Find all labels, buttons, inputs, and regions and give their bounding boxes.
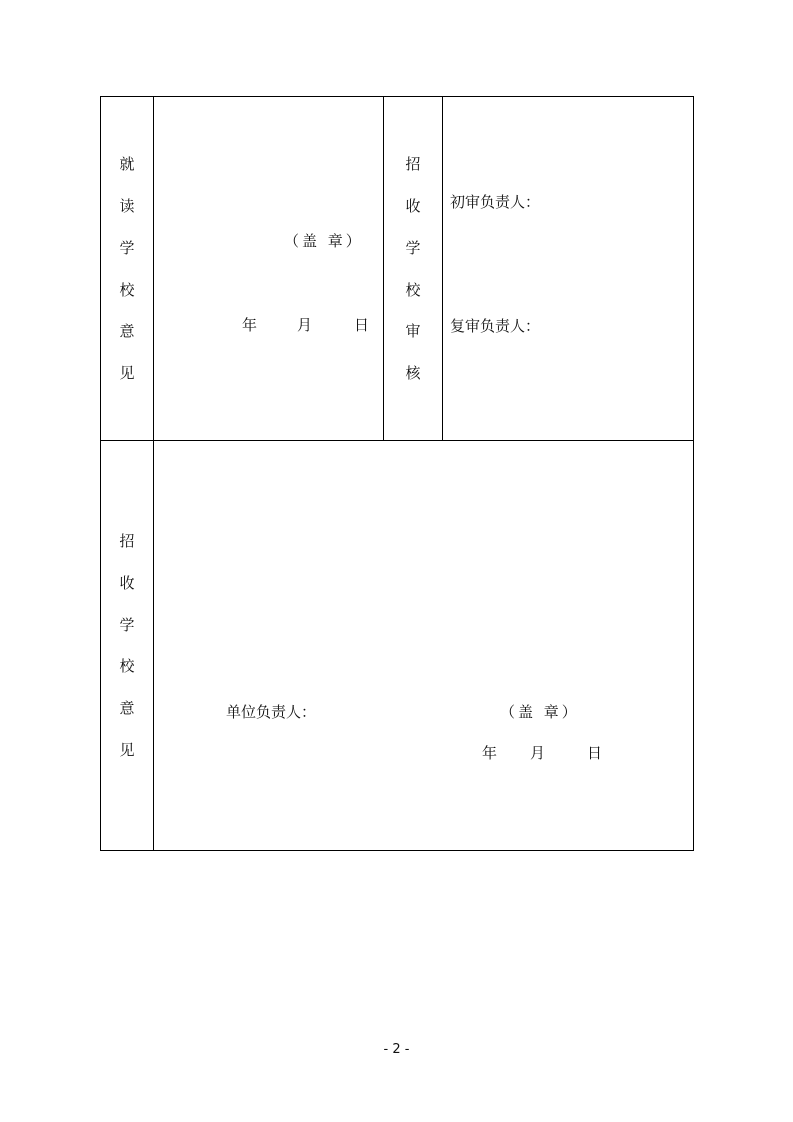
label-char: 意 [119,699,135,717]
label-char: 学 [405,239,421,257]
label-char: 招 [119,532,135,550]
label-char: 收 [405,197,421,215]
date-month: 月 [530,744,546,762]
table-bottom-border [100,850,694,851]
second-reviewer-field: 复审负责人： [450,317,541,335]
upper-middle-divider [383,96,384,441]
date-year: 年 [242,316,258,334]
date-month: 月 [297,316,313,334]
seal-placeholder: （盖 章） [284,232,364,250]
date-year: 年 [482,744,498,762]
label-char: 见 [119,364,135,382]
label-char: 读 [119,197,135,215]
label-column-divider [153,96,154,851]
label-char: 意 [119,322,135,340]
table-right-border [693,96,694,851]
label-char: 就 [119,155,135,173]
unit-head-field: 单位负责人： [226,703,317,721]
date-day: 日 [354,316,370,334]
label-char: 学 [119,239,135,257]
label-char: 校 [119,281,135,299]
label-char: 审 [405,322,421,340]
label-char: 核 [405,364,421,382]
label-char: 见 [119,741,135,759]
label-char: 学 [119,616,135,634]
label-char: 收 [119,574,135,592]
upper-review-divider [442,96,443,441]
first-reviewer-field: 初审负责人： [450,193,541,211]
label-char: 招 [405,155,421,173]
label-char: 校 [119,657,135,675]
label-char: 校 [405,281,421,299]
seal-placeholder: （盖 章） [500,703,580,721]
row-divider [100,440,694,441]
table-left-border [100,96,101,851]
table-top-border [100,96,694,97]
page-number: - 2 - [383,1042,410,1057]
date-day: 日 [587,744,603,762]
